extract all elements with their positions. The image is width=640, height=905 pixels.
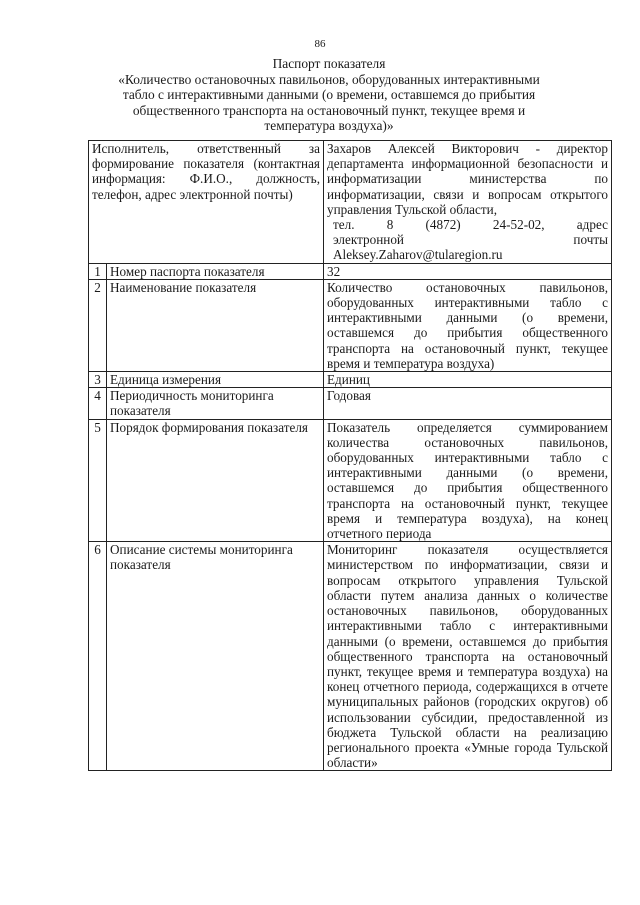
table-row: [89, 263, 612, 279]
row-value: Мониторинг показателя осуществляется министерством по информатизации, связи и вопросам открытого управления Тульской области путем анализа данных о количестве остановочных павильонов, оборудованных интерактивными табло с интерактивными данными (о времени, оставшемся до прибытия общественного транспорта на остановочный пункт, текущее время и температура воздуха) на конец отчетного периода, содержащихся в отчете муниципальных районов (городских округов) об использовании субсидии, предоставленной из бюджета Тульской области на реализацию регионального проекта «Умные города Тульской области»: [324, 542, 612, 771]
title-line-3: табло с интерактивными данными (о времени, оставшемся до прибытия: [122, 87, 536, 103]
row-value: Показатель определяется суммированием количества остановочных павильонов, оборудованных интерактивными табло с интерактивными данными (о времени, оставшемся до прибытия общественного транспорта на остановочный пункт, текущее время и температура воздуха), на конец отчетного периода: [324, 419, 612, 542]
responsible-value-cell: [324, 141, 612, 264]
row-value: 32: [324, 263, 612, 279]
row-number: 5: [89, 419, 107, 542]
row-label: Наименование показателя: [107, 279, 324, 371]
responsible-value: Захаров Алексей Викторович - директор департамента информационной безопасности и информатизации министерства по информатизации, связи и вопросам открытого управления Тульской области,: [327, 141, 608, 217]
email-word-2: почты: [573, 232, 608, 248]
phone-code: 8: [386, 217, 394, 233]
row-value: Количество остановочных павильонов, оборудованных интерактивными табло с интерактивными данными (о времени, оставшемся до прибытия общественного транспорта на остановочный пункт, текущее время и температура воздуха): [324, 279, 612, 371]
title-line-4: общественного транспорта на остановочный пункт, текущее время и: [132, 102, 526, 118]
table-row: [89, 542, 612, 771]
contact-phone-line: [327, 217, 608, 232]
table-row: [89, 372, 612, 388]
responsible-label: Исполнитель, ответственный за формирование показателя (контактная информация: Ф.И.О., должность, телефон, адрес электронной почты): [92, 141, 320, 202]
row-label: Периодичность мониторинга показателя: [107, 388, 324, 419]
phone-area: (4872): [425, 217, 461, 233]
row-number: 4: [89, 388, 107, 419]
row-number: 1: [89, 263, 107, 279]
title-line-1: Паспорт показателя: [272, 56, 386, 71]
row-label: Номер паспорта показателя: [107, 263, 324, 279]
phone-number: 24-52-02,: [492, 217, 545, 233]
email-word-1: электронной: [333, 232, 404, 248]
row-label: Описание системы мониторинга показателя: [107, 542, 324, 771]
passport-table: [88, 140, 612, 771]
row-number: 2: [89, 279, 107, 371]
table-row: [89, 419, 612, 542]
row-value: Годовая: [324, 388, 612, 419]
address-word: адрес: [576, 217, 608, 233]
table-row: [89, 388, 612, 419]
title-line-2: «Количество остановочных павильонов, оборудованных интерактивными: [118, 71, 540, 87]
contact-email: Aleksey.Zaharov@tularegion.ru: [333, 247, 503, 263]
phone-label: тел.: [333, 217, 355, 233]
row-number: 3: [89, 372, 107, 388]
title-line-5: температура воздуха)»: [264, 118, 394, 134]
contact-email-line: [327, 232, 608, 247]
row-value: Единиц: [324, 372, 612, 388]
page-number: 86: [314, 38, 326, 50]
document-title: [88, 56, 570, 134]
responsible-label-cell: [89, 141, 324, 264]
row-label: Единица измерения: [107, 372, 324, 388]
row-label: Порядок формирования показателя: [107, 419, 324, 542]
table-row-responsible: [89, 141, 612, 264]
table-row: [89, 279, 612, 371]
row-number: 6: [89, 542, 107, 771]
